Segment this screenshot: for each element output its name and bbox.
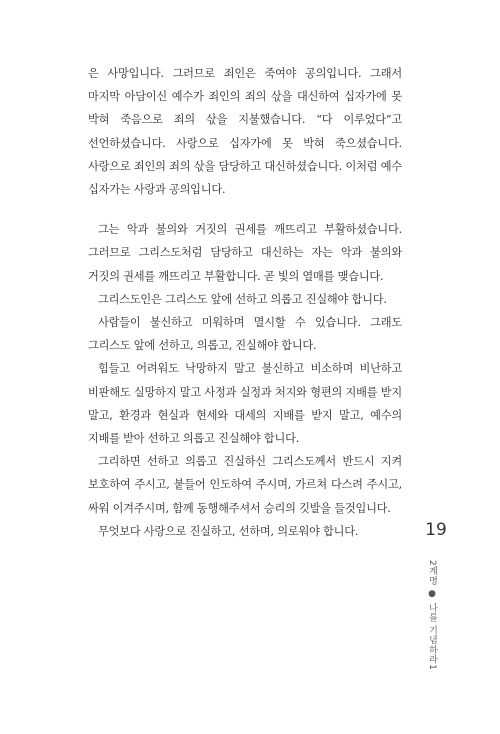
paragraph-6: 그리하면 선하고 의롭고 진실하신 그리스도께서 반드시 지켜 보호하여 주시고, 붙들어 인도하여 주시며, 가르쳐 다스려 주시고, 싸워 이겨주시며, 함께 동행해주셔서 승리의 깃발을 들것입니다. — [88, 455, 402, 515]
paragraph-3: 그리스도인은 그리스도 앞에 선하고 의롭고 진실해야 합니다. — [98, 292, 387, 306]
paragraph-1: 은 사망입니다. 그러므로 죄인은 죽여야 공의입니다. 그래서 마지막 아담이신 예수가 죄인의 죄의 삯을 대신하여 십자가에 못 박혀 죽음으로 죄의 삯을 지불했습니다. “다 이루었다”고 선언하셨습니다. 사랑으로 십자가에 못 박혀 죽으셨습니다. 사랑으로 죄인의 죄의 삯을 담당하고 대신하셨습니다. 이처럼 예수 십자가는 사랑과 공의입니다. — [88, 67, 402, 197]
paragraph-2: 그는 악과 불의와 거짓의 권세를 깨뜨리고 부활하셨습니다. 그러므로 그리스도처럼 담당하고 대신하는 자는 악과 불의와 거짓의 권세를 깨뜨리고 부활합니다. 곧 빛의 열매를 맺습니다. — [88, 223, 402, 283]
chapter-side-tab: 2계명 ● 나를 기념하라1 — [427, 560, 437, 671]
paragraph-5: 힘들고 어려워도 낙망하지 말고 불신하고 비소하며 비난하고 비판해도 실망하지 말고 사정과 실정과 처지와 형편의 지배를 받지 말고, 환경과 현실과 현세와 대세의 지배를 받지 말고, 예수의 지배를 받아 선하고 의롭고 진실해야 합니다. — [88, 362, 402, 446]
body-text — [88, 62, 402, 543]
paragraph-4: 사람들이 불신하고 미워하며 멸시할 수 있습니다. 그래도 그리스도 앞에 선하고, 의롭고, 진실해야 합니다. — [88, 316, 402, 353]
page-number: 19 — [425, 520, 447, 540]
paragraph-7: 무엇보다 사랑으로 진실하고, 선하며, 의로워야 합니다. — [98, 524, 359, 538]
